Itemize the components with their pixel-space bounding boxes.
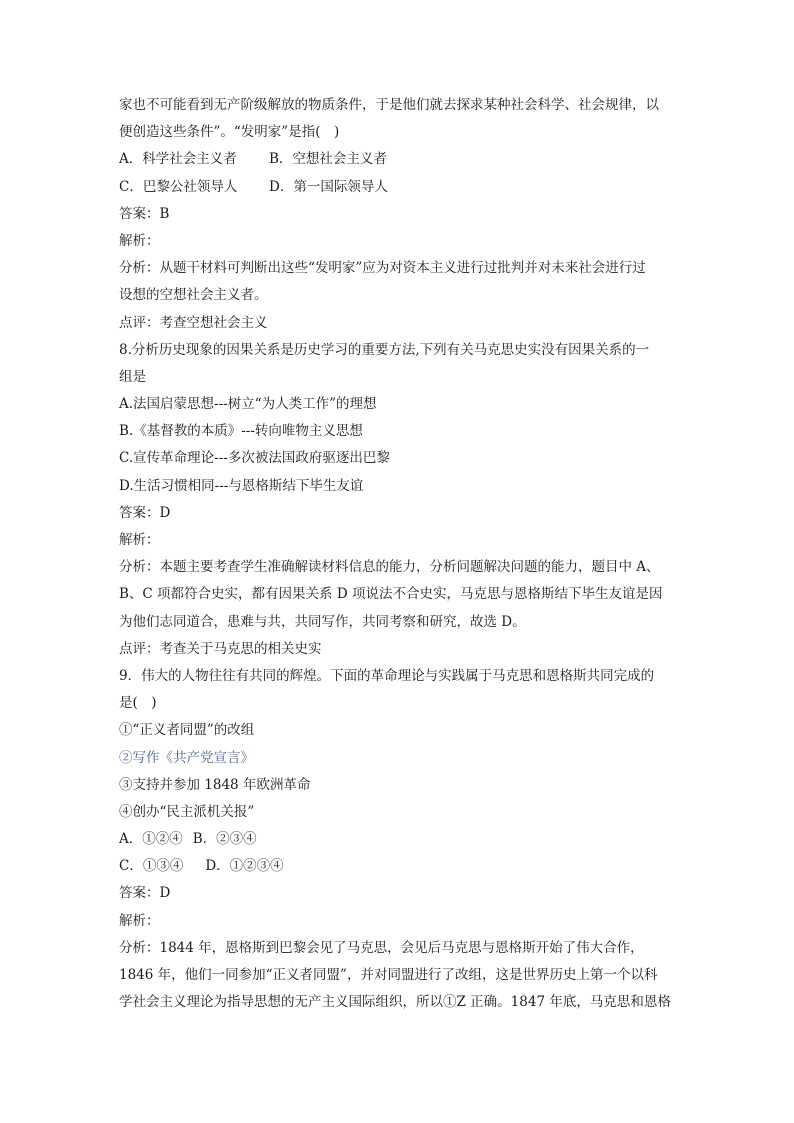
analysis-heading: 解析： (119, 912, 160, 929)
statement-item: ①“正义者同盟”的改组 (119, 722, 255, 739)
option-d: D．第一国际领导人 (269, 178, 388, 195)
option-d: D.生活习惯相同---与恩格斯结下毕生友谊 (119, 477, 364, 494)
analysis-text: 分析：1844 年，恩格斯到巴黎会见了马克思，会见后马克思与恩格斯开始了伟大合作， (119, 939, 644, 956)
option-b: B.《基督教的本质》---转向唯物主义思想 (119, 423, 363, 440)
question-stem-line: 是( ) (119, 695, 157, 712)
option-c: C．巴黎公社领导人 (119, 178, 238, 195)
options-row (119, 853, 679, 880)
answer-line: 答案：D (119, 504, 171, 521)
analysis-heading: 解析： (119, 232, 160, 249)
question-stem-line: 便创造这些条件”。“发明家”是指( ) (119, 124, 340, 141)
options-row (119, 174, 679, 201)
answer-line: 答案：D (119, 885, 171, 902)
options-row (119, 146, 679, 173)
analysis-text: 学社会主义理论为指导思想的无产主义国际组织，所以①Z 正确。1847 年底，马克思和恩格 (119, 994, 671, 1011)
question-stem-line: 组是 (119, 368, 146, 385)
option-b: B．空想社会主义者 (269, 151, 387, 168)
comment-line: 点评：考查空想社会主义 (119, 314, 268, 331)
analysis-text: 1846 年，他们一同参加“正义者同盟”，并对同盟进行了改组，这是世界历史上第一个以科 (119, 967, 658, 983)
paragraph-line: 家也不可能看到无产阶级解放的物质条件，于是他们就去探求某种社会科学、社会规律，以 (119, 97, 659, 113)
analysis-text: 分析：本题主要考查学生准确解读材料信息的能力，分析问题解决问题的能力，题目中 A、 (119, 559, 660, 576)
question-stem-line: 8.分析历史现象的因果关系是历史学习的重要方法,下列有关马克思史实没有因果关系的一 (119, 341, 650, 358)
analysis-text: 为他们志同道合，患难与共，共同写作，共同考察和研究，故选 D。 (119, 613, 526, 630)
option-d: D．①②③④ (205, 858, 284, 875)
analysis-text: 分析：从题干材料可判断出这些“发明家”应为对资本主义进行过批判并对未来社会进行过 (119, 260, 646, 277)
analysis-text: 设想的空想社会主义者。 (119, 287, 268, 304)
analysis-text: B、C 项都符合史实，都有因果关系 D 项说法不合史实，马克思与恩格斯结下毕生友谊是因 (119, 586, 663, 603)
document-body (119, 92, 679, 1016)
options-row (119, 826, 679, 853)
option-c: C．①③④ (119, 858, 184, 875)
statement-item: ③支持并参加 1848 年欧洲革命 (119, 776, 311, 793)
option-a: A．科学社会主义者 (119, 151, 237, 168)
answer-line: 答案：B (119, 205, 170, 222)
statement-item: ④创办“民主派机关报” (119, 803, 255, 820)
statement-item: ②写作《共产党宣言》 (119, 749, 254, 766)
option-a: A.法国启蒙思想---树立“为人类工作”的理想 (119, 396, 377, 413)
option-c: C.宣传革命理论---多次被法国政府驱逐出巴黎 (119, 450, 390, 467)
option-a: A．①②④ (119, 831, 183, 848)
question-stem-line: 9．伟大的人物往往有共同的辉煌。下面的革命理论与实践属于马克思和恩格斯共同完成的 (119, 667, 655, 684)
option-b: B．②③④ (192, 831, 257, 848)
comment-line: 点评：考查关于马克思的相关史实 (119, 640, 322, 657)
analysis-heading: 解析： (119, 532, 160, 548)
